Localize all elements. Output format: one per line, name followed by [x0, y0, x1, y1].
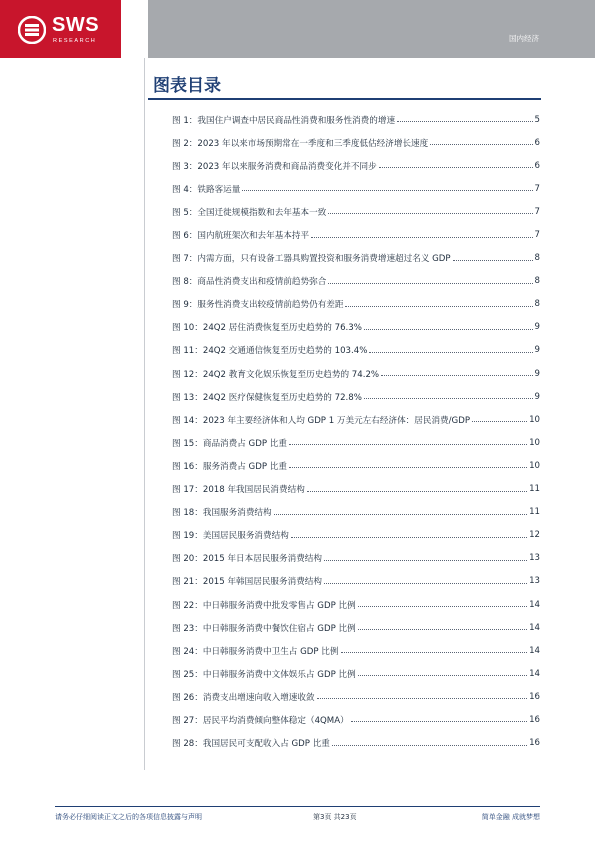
toc-entry[interactable]	[172, 339, 540, 362]
toc-entry-label: 图 25：中日韩服务消费中文体娱乐占 GDP 比例	[172, 669, 356, 680]
toc-entry-label: 图 4：铁路客运量	[172, 184, 241, 195]
toc-entry-label: 图 20：2015 年日本居民服务消费结构	[172, 554, 322, 565]
dot-leader	[397, 121, 532, 122]
dot-leader	[430, 144, 532, 145]
dot-leader	[379, 167, 533, 168]
toc-entry-label: 图 16：服务消费占 GDP 比重	[172, 461, 287, 472]
dot-leader	[472, 421, 527, 422]
toc-entry-page: 10	[529, 414, 540, 425]
toc-entry-page: 5	[534, 114, 540, 125]
toc-entry[interactable]	[172, 200, 540, 223]
dot-leader	[358, 675, 527, 676]
toc-entry[interactable]	[172, 524, 540, 547]
toc-entry-page: 16	[529, 714, 540, 725]
toc-entry[interactable]	[172, 270, 540, 293]
toc-entry-page: 13	[529, 576, 540, 587]
toc-entry-page: 8	[534, 276, 540, 287]
toc-entry[interactable]	[172, 570, 540, 593]
toc-entry-label: 图 1：我国住户调查中居民商品性消费和服务性消费的增速	[172, 115, 396, 126]
dot-leader	[274, 514, 527, 515]
toc-entry[interactable]	[172, 154, 540, 177]
toc-entry[interactable]	[172, 108, 540, 131]
dot-leader	[291, 537, 527, 538]
toc-entry-label: 图 17：2018 年我国居民消费结构	[172, 485, 305, 496]
header-bar	[148, 0, 595, 58]
toc-entry-label: 图 19：美国居民服务消费结构	[172, 531, 289, 542]
dot-leader	[369, 352, 532, 353]
dot-leader	[328, 213, 532, 214]
toc-entry-page: 12	[529, 530, 540, 541]
toc-entry-label: 图 26：消费支出增速向收入增速收敛	[172, 692, 315, 703]
toc-entry-page: 7	[534, 206, 540, 217]
toc-entry-label: 图 9：服务性消费支出较疫情前趋势仍有差距	[172, 300, 344, 311]
toc-entry-page: 7	[534, 183, 540, 194]
toc-entry[interactable]	[172, 501, 540, 524]
toc-entry-label: 图 8：商品性消费支出和疫情前趋势弥合	[172, 277, 327, 288]
toc-entry[interactable]	[172, 685, 540, 708]
dot-leader	[328, 283, 532, 284]
toc-entry-label: 图 11：24Q2 交通通信恢复至历史趋势的 103.4%	[172, 346, 368, 357]
dot-leader	[311, 237, 532, 238]
toc-entry-label: 图 22：中日韩服务消费中批发零售占 GDP 比例	[172, 600, 356, 611]
footer-divider	[55, 806, 540, 807]
toc-entry-label: 图 13：24Q2 医疗保健恢复至历史趋势的 72.8%	[172, 392, 362, 403]
toc-entry[interactable]	[172, 478, 540, 501]
toc-entry-label: 图 7：内需方面，只有设备工器具购置投资和服务消费增速超过名义 GDP	[172, 254, 451, 265]
toc-entry-page: 9	[534, 368, 540, 379]
toc-entry[interactable]	[172, 131, 540, 154]
toc-entry-page: 10	[529, 460, 540, 471]
toc-entry-page: 9	[534, 322, 540, 333]
toc-entry-page: 11	[529, 484, 540, 495]
dot-leader	[317, 698, 527, 699]
dot-leader	[332, 745, 527, 746]
toc-entry-label: 图 2：2023 年以来市场预期常在一季度和三季度低估经济增长速度	[172, 138, 429, 149]
dot-leader	[307, 491, 527, 492]
dot-leader	[358, 606, 527, 607]
toc-entry-label: 图 21：2015 年韩国居民服务消费结构	[172, 577, 322, 588]
toc-entry[interactable]	[172, 408, 540, 431]
dot-leader	[242, 190, 532, 191]
toc-entry[interactable]	[172, 362, 540, 385]
dot-leader	[345, 306, 532, 307]
toc-entry[interactable]	[172, 708, 540, 731]
dot-leader	[453, 260, 533, 261]
toc-entry-label: 图 6：国内航班架次和去年基本持平	[172, 231, 310, 242]
toc-entry[interactable]	[172, 385, 540, 408]
title-divider	[148, 98, 541, 100]
toc-entry-page: 9	[534, 345, 540, 356]
toc-entry[interactable]	[172, 293, 540, 316]
toc-entry-label: 图 28：我国居民可支配收入占 GDP 比重	[172, 739, 330, 750]
toc-entry-label: 图 27：居民平均消费倾向整体稳定（4QMA）	[172, 715, 349, 726]
dot-leader	[364, 398, 533, 399]
toc-entry-label: 图 12：24Q2 教育文化娱乐恢复至历史趋势的 74.2%	[172, 369, 380, 380]
toc-entry[interactable]	[172, 662, 540, 685]
logo-text: SWS	[52, 14, 100, 36]
toc-entry-label: 图 15：商品消费占 GDP 比重	[172, 438, 287, 449]
toc-entry-page: 10	[529, 437, 540, 448]
toc-entry[interactable]	[172, 431, 540, 454]
toc-entry-label: 图 10：24Q2 居住消费恢复至历史趋势的 76.3%	[172, 323, 362, 334]
toc-entry[interactable]	[172, 639, 540, 662]
dot-leader	[341, 652, 528, 653]
toc-entry-label: 图 3：2023 年以来服务消费和商品消费变化并不同步	[172, 161, 377, 172]
toc-entry[interactable]	[172, 223, 540, 246]
page-title: 图表目录	[153, 76, 221, 96]
toc-entry-label: 图 14：2023 年主要经济体和人均 GDP 1 万美元左右经济体：居民消费/GDP	[172, 415, 470, 426]
toc-entry-label: 图 18：我国服务消费结构	[172, 508, 272, 519]
footer-page-info: 第3页 共23页	[313, 813, 357, 821]
toc-entry-page: 13	[529, 553, 540, 564]
toc-entry-page: 7	[534, 230, 540, 241]
toc-entry-page: 9	[534, 391, 540, 402]
footer-disclaimer: 请务必仔细阅读正文之后的各项信息披露与声明	[55, 813, 202, 821]
toc-entry-page: 14	[529, 599, 540, 610]
section-tag: 国内经济	[509, 34, 539, 43]
toc-entry-page: 6	[534, 137, 540, 148]
side-divider	[144, 58, 145, 770]
logo-subtext: RESEARCH	[53, 38, 97, 44]
toc-entry-page: 14	[529, 645, 540, 656]
toc-entry-label: 图 5：全国迁徙规模指数和去年基本一致	[172, 207, 327, 218]
toc-entry-label: 图 23：中日韩服务消费中餐饮住宿占 GDP 比例	[172, 623, 356, 634]
dot-leader	[351, 721, 527, 722]
toc-entry-page: 14	[529, 668, 540, 679]
toc-entry-label: 图 24：中日韩服务消费中卫生占 GDP 比例	[172, 646, 339, 657]
toc-entry-page: 6	[534, 160, 540, 171]
toc-entry[interactable]	[172, 177, 540, 200]
dot-leader	[289, 467, 527, 468]
toc-entry[interactable]	[172, 593, 540, 616]
footer-slogan: 简单金融 成就梦想	[481, 813, 540, 821]
dot-leader	[358, 629, 527, 630]
toc-entry-page: 16	[529, 738, 540, 749]
toc-entry-page: 8	[534, 299, 540, 310]
toc-entry[interactable]	[172, 732, 540, 755]
toc-entry-page: 11	[529, 507, 540, 518]
toc-entry[interactable]	[172, 616, 540, 639]
dot-leader	[324, 583, 527, 584]
dot-leader	[364, 329, 533, 330]
dot-leader	[289, 444, 527, 445]
toc-entry-page: 14	[529, 622, 540, 633]
toc-entry[interactable]	[172, 316, 540, 339]
toc-entry-page: 8	[534, 253, 540, 264]
brand-logo	[0, 0, 121, 58]
toc-entry[interactable]	[172, 454, 540, 477]
toc-entry[interactable]	[172, 247, 540, 270]
sws-logo-icon	[18, 16, 46, 44]
dot-leader	[324, 560, 527, 561]
dot-leader	[381, 375, 532, 376]
toc-entry-page: 16	[529, 691, 540, 702]
toc-entry[interactable]	[172, 547, 540, 570]
toc-list	[172, 108, 540, 755]
